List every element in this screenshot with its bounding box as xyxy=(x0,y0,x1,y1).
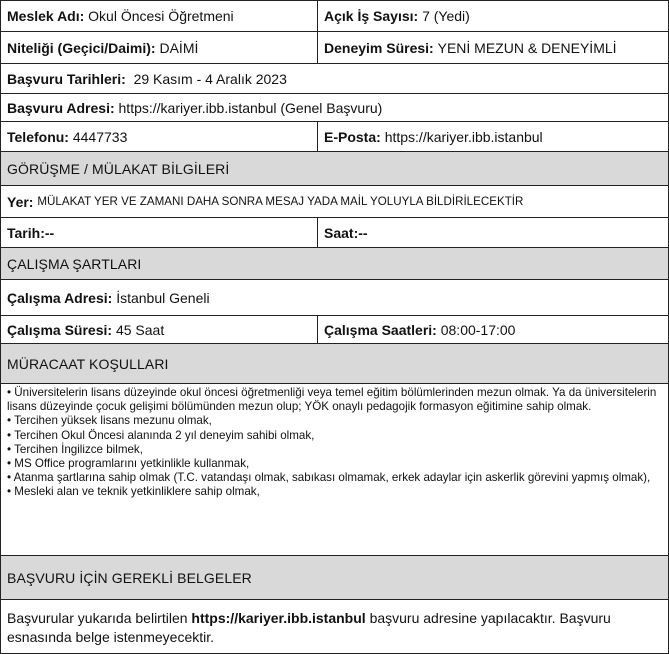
row-calisma-sure xyxy=(0,316,669,344)
section-muracaat xyxy=(0,344,669,384)
belgeler-text-before: Başvurular yukarıda belirtilen xyxy=(7,610,192,626)
saat-label: Saat:-- xyxy=(324,224,368,241)
list-item: • MS Office programlarını yetkinlikle kullanmak, xyxy=(7,457,250,471)
calisma-adres-label: Çalışma Adresi: xyxy=(7,289,113,306)
yer-label: Yer: xyxy=(7,193,34,210)
yer-cell xyxy=(1,186,668,217)
niteligi-cell xyxy=(1,32,317,63)
telefon-cell xyxy=(1,122,317,151)
row-belgeler-text xyxy=(0,600,669,654)
section-calisma xyxy=(0,248,669,280)
telefon-value: 4447733 xyxy=(72,128,128,145)
deneyim-cell xyxy=(317,32,668,63)
telefon-label: Telefonu: xyxy=(7,128,69,145)
section-belgeler xyxy=(0,556,669,600)
acik-is-value: 7 (Yedi) xyxy=(422,8,470,24)
eposta-cell xyxy=(317,122,668,151)
list-item: • Tercihen İngilizce bilmek, xyxy=(7,442,143,456)
muracaat-list xyxy=(7,386,660,500)
calisma-saatleri-cell xyxy=(317,316,668,343)
calisma-saatleri-value: 08:00-17:00 xyxy=(440,321,516,338)
belgeler-text-after: başvuru adresine yapılacaktır. Başvuru esnasında belge istenmeyecektir. xyxy=(7,610,611,645)
yer-value: MÜLAKAT YER VE ZAMANI DAHA SONRA MESAJ YADA MAİL YOLUYLA BİLDİRİLECEKTİR xyxy=(37,195,524,208)
calisma-saatleri-label: Çalışma Saatleri: xyxy=(324,321,437,338)
belgeler-paragraph xyxy=(7,609,660,647)
calisma-sure-value: 45 Saat xyxy=(115,321,165,338)
basvuru-adres-label: Başvuru Adresi: xyxy=(7,99,115,116)
section-belgeler-title: BAŞVURU İÇİN GEREKLİ BELGELER xyxy=(7,569,252,586)
calisma-adres-cell xyxy=(1,280,668,315)
basvuru-tarih-value: 29 Kasım - 4 Aralık 2023 xyxy=(133,70,287,87)
acik-is-label: Açık İş Sayısı: xyxy=(324,8,419,24)
list-item: • Tercihen Okul Öncesi alanında 2 yıl deneyim sahibi olmak, xyxy=(7,428,315,442)
meslek-value: Okul Öncesi Öğretmeni xyxy=(88,8,234,24)
section-gorusme-title: GÖRÜŞME / MÜLAKAT BİLGİLERİ xyxy=(7,160,230,177)
acik-is-cell xyxy=(317,1,668,31)
list-item: • Atanma şartlarına sahip olmak (T.C. vatandaşı olmak, sabıkası olmamak, erkek adaylar için askerlik görevini yapmış olmak), xyxy=(7,471,651,485)
basvuru-adres-value: https://kariyer.ibb.istanbul (Genel Başvuru) xyxy=(118,99,383,116)
row-basvuru-adres xyxy=(0,94,669,122)
row-basvuru-tarih xyxy=(0,64,669,94)
eposta-label: E-Posta: xyxy=(324,128,381,145)
row-tarih-saat xyxy=(0,218,669,248)
calisma-sure-label: Çalışma Süresi: xyxy=(7,321,113,338)
row-telefon xyxy=(0,122,669,152)
row-niteligi xyxy=(0,32,669,64)
section-calisma-title: ÇALIŞMA ŞARTLARI xyxy=(7,255,142,272)
belgeler-link[interactable]: https://kariyer.ibb.istanbul xyxy=(191,610,366,626)
meslek-label: Meslek Adı: xyxy=(7,8,85,24)
basvuru-tarih-label: Başvuru Tarihleri: xyxy=(7,70,126,87)
saat-cell xyxy=(317,218,668,247)
section-muracaat-title: MÜRACAAT KOŞULLARI xyxy=(7,355,169,372)
row-meslek xyxy=(0,0,669,32)
row-muracaat-list xyxy=(0,384,669,556)
list-item: • Üniversitelerin lisans düzeyinde okul öncesi öğretmenliği veya temel eğitim bölümlerinden mezun olmak. Ya da üniversitelerin lisans düzeyinde çocuk gelişimi bölümünden mezun olup; YÖK onaylı pedagojik formasyon eğitimine sahip olmak. xyxy=(7,386,657,414)
eposta-value: https://kariyer.ibb.istanbul xyxy=(384,128,543,145)
basvuru-adres-cell xyxy=(1,94,668,121)
list-item: • Mesleki alan ve teknik yetkinliklere sahip olmak, xyxy=(7,485,260,499)
section-gorusme xyxy=(0,152,669,186)
row-calisma-adres xyxy=(0,280,669,316)
niteligi-label: Niteliği (Geçici/Daimi): xyxy=(7,39,156,56)
deneyim-value: YENİ MEZUN & DENEYİMLİ xyxy=(437,39,617,56)
list-item: • Tercihen yüksek lisans mezunu olmak, xyxy=(7,414,212,428)
basvuru-tarih-cell xyxy=(1,64,668,93)
tarih-cell xyxy=(1,218,317,247)
deneyim-label: Deneyim Süresi: xyxy=(324,39,434,56)
calisma-sure-cell xyxy=(1,316,317,343)
tarih-label: Tarih:-- xyxy=(7,224,55,241)
row-yer xyxy=(0,186,669,218)
calisma-adres-value: İstanbul Geneli xyxy=(116,289,210,306)
niteligi-value: DAİMİ xyxy=(159,39,199,56)
meslek-cell xyxy=(1,1,317,31)
